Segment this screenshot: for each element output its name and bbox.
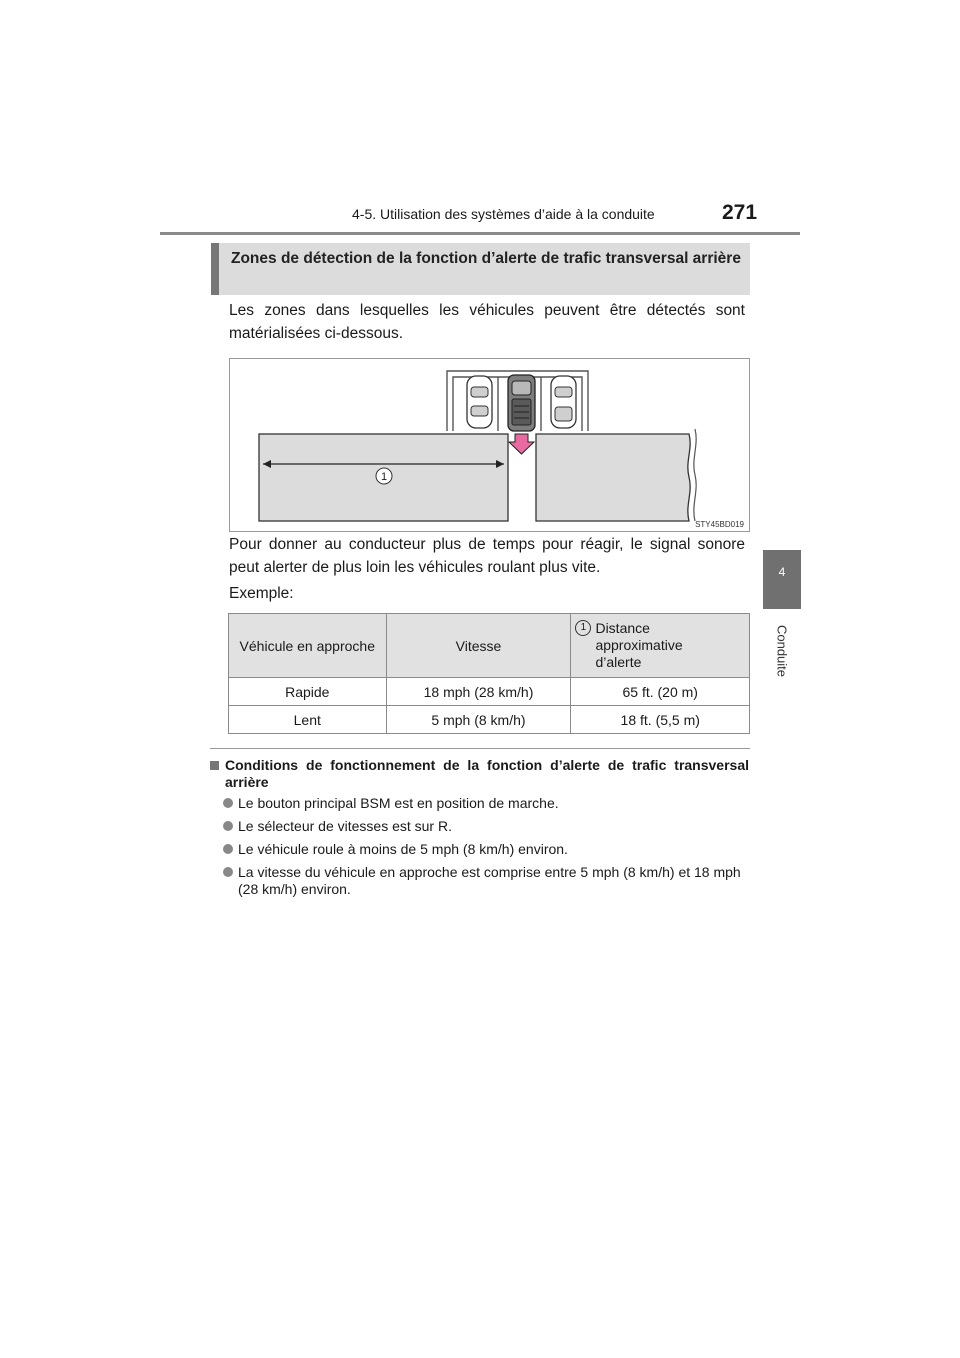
bullet-dot-icon <box>223 867 233 877</box>
table-cell: 18 ft. (5,5 m) <box>571 706 750 734</box>
list-item-text: Le bouton principal BSM est en position de marche. <box>238 795 559 811</box>
page-number: 271 <box>722 201 758 224</box>
table-cell: Rapide <box>229 678 387 706</box>
bullet-dot-icon <box>223 821 233 831</box>
chapter-tab[interactable]: 4 <box>763 550 801 609</box>
example-label: Exemple: <box>229 585 294 602</box>
reversing-vehicle-icon <box>508 375 535 431</box>
list-item-text: La vitesse du véhicule en approche est comprise entre 5 mph (8 km/h) et 18 mph (28 km/h) environ. <box>238 864 741 897</box>
figure-code: STY45BD019 <box>695 520 744 529</box>
header-callout-circle: 1 <box>575 620 591 636</box>
alert-distance-table <box>228 613 750 734</box>
table-cell: Lent <box>229 706 387 734</box>
header-section-title: 4-5. Utilisation des systèmes d’aide à la conduite <box>352 206 655 222</box>
detection-zone-diagram <box>230 359 749 531</box>
list-item <box>223 841 750 858</box>
conditions-heading <box>210 757 750 791</box>
list-item <box>223 864 750 898</box>
chapter-label-text: Conduite <box>774 624 790 678</box>
table-cell: 18 mph (28 km/h) <box>386 678 571 706</box>
section-heading: Zones de détection de la fonction d’alerte de trafic transversal arrière <box>211 243 750 295</box>
table-cell: 5 mph (8 km/h) <box>386 706 571 734</box>
break-line <box>694 429 696 521</box>
intro-paragraph: Les zones dans lesquelles les véhicules peuvent être détectés sont matérialisées ci-dessous. <box>229 302 745 342</box>
bullet-dot-icon <box>223 798 233 808</box>
table-cell: 65 ft. (20 m) <box>571 678 750 706</box>
callout-number: 1 <box>380 471 388 483</box>
section-rule <box>210 748 750 749</box>
list-item <box>223 795 750 812</box>
col-header-vehicle: Véhicule en approche <box>229 614 387 678</box>
list-item-text: Le véhicule roule à moins de 5 mph (8 km/h) environ. <box>238 841 568 857</box>
list-item <box>223 818 750 835</box>
bullet-dot-icon <box>223 844 233 854</box>
parked-car-right-icon <box>551 376 576 428</box>
table-row <box>229 706 750 734</box>
speed-paragraph: Pour donner au conducteur plus de temps pour réagir, le signal sonore peut alerter de plus loin les véhicules roulant plus vite. <box>229 536 745 576</box>
conditions-heading-text: Conditions de fonctionnement de la fonction d’alerte de trafic transversal arrière <box>225 757 749 790</box>
square-bullet-icon <box>210 761 219 770</box>
col-header-speed: Vitesse <box>386 614 571 678</box>
list-item-text: Le sélecteur de vitesses est sur R. <box>238 818 452 834</box>
detection-zone-right <box>536 434 690 521</box>
col-header-distance-text: Distance approximative d’alerte <box>595 620 683 670</box>
header-rule <box>160 232 800 235</box>
chapter-label <box>758 625 806 677</box>
table-row <box>229 678 750 706</box>
detection-zone-figure <box>229 358 750 532</box>
parked-car-left-icon <box>467 376 492 428</box>
table-header-row <box>229 614 750 678</box>
col-header-distance <box>571 614 750 678</box>
reverse-direction-arrow-icon <box>509 434 534 454</box>
